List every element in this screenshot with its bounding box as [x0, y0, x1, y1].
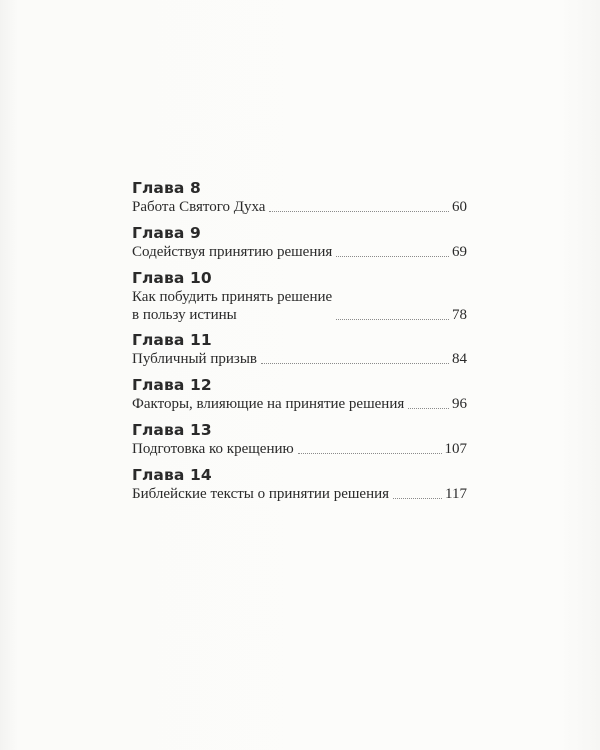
- chapter-title: Глава 10: [132, 269, 212, 287]
- page-number: 60: [452, 199, 467, 215]
- entry-title: Факторы, влияющие на принятие решения: [132, 396, 405, 412]
- page-number: 117: [445, 486, 467, 502]
- chapter-title: Глава 12: [132, 376, 212, 394]
- toc-chapter-9: [132, 224, 467, 261]
- dot-leader: [408, 408, 449, 409]
- dot-leader: [269, 211, 449, 212]
- entry-title: Работа Святого Духа: [132, 199, 266, 215]
- dot-leader: [298, 453, 442, 454]
- toc-entry: [132, 198, 467, 216]
- page-number: 84: [452, 351, 467, 367]
- toc-chapter-11: [132, 331, 467, 368]
- toc-entry: [132, 485, 467, 503]
- chapter-title: Глава 9: [132, 224, 201, 242]
- toc-entry: [132, 395, 467, 413]
- chapter-title: Глава 11: [132, 331, 212, 349]
- toc-chapter-8: [132, 179, 467, 216]
- page-number: 96: [452, 396, 467, 412]
- page-number: 69: [452, 244, 467, 260]
- dot-leader: [336, 319, 449, 320]
- page-number: 78: [452, 307, 467, 323]
- table-of-contents: [132, 179, 467, 503]
- toc-entry: [132, 350, 467, 368]
- toc-chapter-13: [132, 421, 467, 458]
- toc-chapter-10: [132, 269, 467, 324]
- chapter-title: Глава 8: [132, 179, 201, 197]
- toc-entry: [132, 440, 467, 458]
- entry-title: Библейские тексты о принятии решения: [132, 486, 390, 502]
- toc-chapter-12: [132, 376, 467, 413]
- page-number: 107: [444, 441, 467, 457]
- entry-title: Содействуя принятию решения: [132, 244, 333, 260]
- chapter-title: Глава 14: [132, 466, 212, 484]
- entry-title: Публичный призыв: [132, 351, 257, 367]
- dot-leader: [336, 256, 449, 257]
- chapter-title: Глава 13: [132, 421, 212, 439]
- toc-entry: [132, 288, 467, 324]
- entry-title: Как побудить принять решение в пользу истины: [132, 289, 333, 323]
- dot-leader: [393, 498, 442, 499]
- dot-leader: [261, 363, 449, 364]
- toc-entry: [132, 243, 467, 261]
- toc-chapter-14: [132, 466, 467, 503]
- entry-title: Подготовка ко крещению: [132, 441, 294, 457]
